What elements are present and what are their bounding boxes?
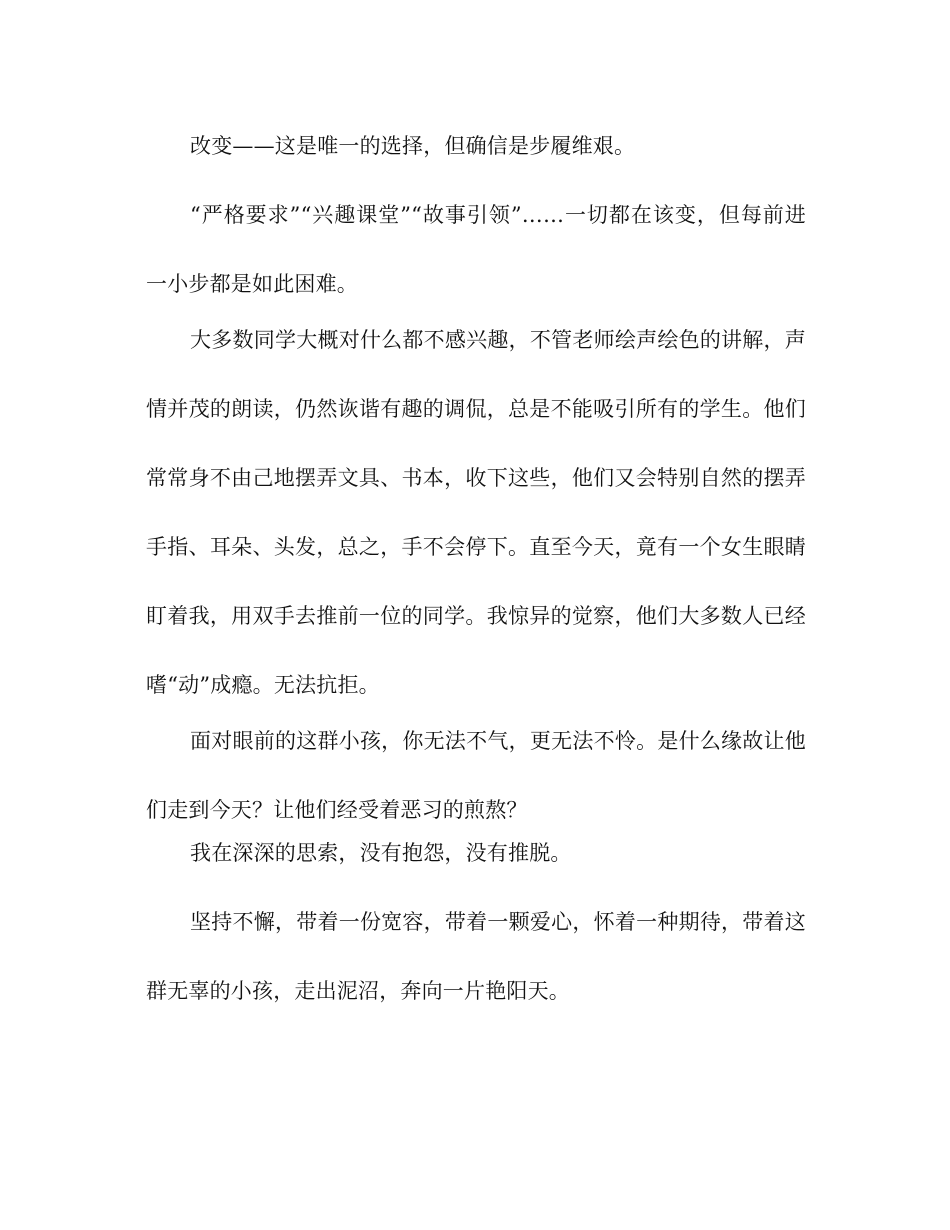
document-body (146, 125, 806, 1026)
paragraph-5: 我在深深的思索，没有抱怨，没有推脱。 (190, 841, 572, 865)
paragraph-6: 坚持不懈，带着一份宽容，带着一颗爱心，怀着一种期待，带着这群无辜的小孩，走出泥沼，奔向一片艳阳天。 (146, 910, 806, 1003)
paragraph-4: 面对眼前的这群小孩，你无法不气，更无法不怜。是什么缘故让他们走到今天？让他们经受着恶习的煎熬？ (146, 729, 806, 822)
paragraph-1: 改变——这是唯一的选择，但确信是步履维艰。 (190, 134, 636, 158)
paragraph-2: “严格要求”“兴趣课堂”“故事引领”……一切都在该变，但每前进一小步都是如此困难。 (146, 203, 806, 296)
paragraph-3: 大多数同学大概对什么都不感兴趣，不管老师绘声绘色的讲解，声情并茂的朗读，仍然诙谐有趣的调侃，总是不能吸引所有的学生。他们常常身不由己地摆弄文具、书本，收下这些，他们又会特别自然的摆弄手指、耳朵、头发，总之，手不会停下。直至今天，竟有一个女生眼睛盯着我，用双手去推前一位的同学。我惊异的觉察，他们大多数人已经嗜“动”成瘾。无法抗拒。 (146, 328, 806, 697)
